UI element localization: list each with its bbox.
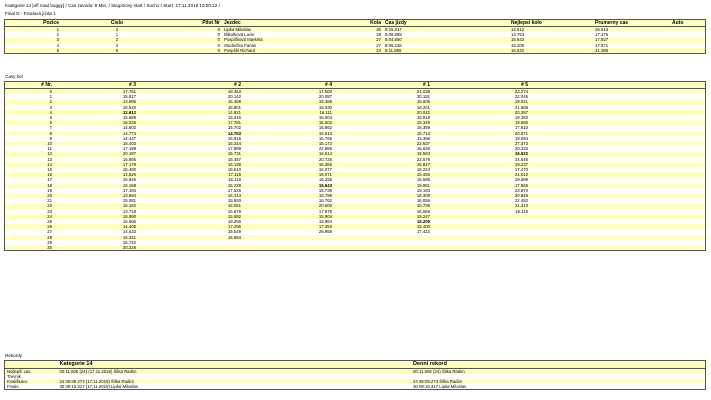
car-5-time: 19.094 — [432, 136, 530, 141]
car-5-time: 20.671 — [432, 131, 530, 136]
car-2-time: 15.316 — [138, 115, 243, 120]
lap-nr-cell: 15 — [5, 167, 54, 172]
lap-nr-cell: 14 — [5, 162, 54, 167]
car-3-time: 15.341 — [54, 235, 138, 240]
car-1-time: 16.369 — [334, 125, 432, 130]
jezdec-cell: Pospíšilová Markéta — [222, 37, 341, 42]
cas-jizdy-cell: 8:11.855 — [383, 48, 509, 53]
col-nejlepsi-kolo: Nejlepsi kolo — [509, 20, 593, 27]
car-5-time: 20.334 — [432, 146, 530, 151]
pilot-nr-cell: 0 — [173, 27, 222, 33]
car-4-time: 15.502 — [243, 120, 334, 125]
car-4-time: 16.071 — [243, 172, 334, 177]
record-type-cell: Nejlepší cas — [5, 368, 58, 374]
col-car-4: # 4 — [243, 82, 334, 89]
cas-jizdy-cell: 8:08.885 — [383, 32, 509, 37]
car-4-time: 15.862 — [243, 125, 334, 130]
lap-nr-cell: 16 — [5, 172, 54, 177]
car-3-time: 15.480 — [54, 167, 138, 172]
col-cislo: Cislo — [61, 20, 173, 27]
car-1-time: 15.606 — [334, 99, 432, 104]
col-category-14: Kategorie 14 — [58, 361, 412, 368]
car-1-time: 15.349 — [334, 120, 432, 125]
lap-nr-cell: 2 — [5, 99, 54, 104]
car-1-time: 15.666 — [334, 209, 432, 214]
cas-jizdy-cell: 8:05.236 — [383, 43, 509, 48]
car-4-time: 26.958 — [243, 229, 334, 234]
car-2-time: 15.529 — [138, 229, 243, 234]
lap-nr-cell: 12 — [5, 151, 54, 156]
car-4-time: 16.330 — [243, 105, 334, 110]
kola-cell: 28 — [341, 32, 383, 37]
car-2-time: 17.296 — [138, 224, 243, 229]
lap-nr-cell: 9 — [5, 136, 54, 141]
prumerny-cas-cell: 16.510 — [593, 27, 670, 33]
car-4-time: 16.614 — [243, 151, 334, 156]
lap-nr-cell: 26 — [5, 224, 54, 229]
cislo-cell: 4 — [61, 43, 173, 48]
car-4-time: 15.643 — [243, 183, 334, 188]
car-2-time: 15.593 — [138, 198, 243, 203]
kola-cell: 30 — [341, 27, 383, 33]
car-5-time: 17.610 — [432, 125, 530, 130]
car-3-time: 12.612 — [54, 110, 138, 115]
col-car-5: # 5 — [432, 82, 530, 89]
category-record-cell: 00:11.605 (24) (17.11.2019) Šilka Radim — [58, 368, 412, 374]
car-5-time: 17.470 — [432, 167, 530, 172]
car-2-time: 17.889 — [138, 146, 243, 151]
car-2-time: 16.610 — [138, 167, 243, 172]
lap-nr-cell: 30 — [5, 245, 54, 250]
lap-nr-cell: 27 — [5, 229, 54, 234]
car-3-time: 15.866 — [54, 157, 138, 162]
col-lap-nr: # Nr. — [5, 82, 54, 89]
car-3-time: 14.437 — [54, 136, 138, 141]
car-4-time: 22.885 — [243, 146, 334, 151]
car-2-time: 15.815 — [138, 136, 243, 141]
col-prumerny-cas: Prumerny cas — [593, 20, 670, 27]
car-2-time: 17.781 — [138, 120, 243, 125]
car-2-time: 16.414 — [138, 193, 243, 198]
car-3-time: 14.526 — [54, 172, 138, 177]
lap-nr-cell: 18 — [5, 183, 54, 188]
car-3-time: 14.633 — [54, 229, 138, 234]
car-1-time: 15.705 — [334, 203, 432, 208]
car-1-time — [334, 245, 432, 250]
kola-cell: 27 — [341, 37, 383, 42]
car-3-time: 16.158 — [54, 183, 138, 188]
cislo-cell: 5 — [61, 48, 173, 53]
car-1-time: 22.637 — [334, 141, 432, 146]
car-4-time: 16.255 — [243, 177, 334, 182]
lap-nr-cell: 1 — [5, 94, 54, 99]
jezdec-cell: Lipka Miloslav — [222, 27, 341, 33]
car-3-time: 14.602 — [54, 125, 138, 130]
car-5-time: 19.686 — [432, 120, 530, 125]
car-1-time: 16.056 — [334, 198, 432, 203]
car-3-time: 20.228 — [54, 245, 138, 250]
lap-nr-cell: 13 — [5, 157, 54, 162]
car-3-time: 15.688 — [54, 115, 138, 120]
car-2-time: 15.731 — [138, 151, 243, 156]
car-4-time: 17.500 — [243, 89, 334, 95]
car-2-time: 16.978 — [138, 209, 243, 214]
car-5-time: 19.115 — [432, 209, 530, 214]
car-4-time: 17.353 — [243, 224, 334, 229]
car-4-time — [243, 245, 334, 250]
pozice-cell: 2 — [5, 32, 61, 37]
car-4-time: 16.111 — [243, 110, 334, 115]
col-jezdec: Jezdec — [222, 20, 341, 27]
car-1-time: 16.224 — [334, 167, 432, 172]
cas-jizdy-cell: 8:15.317 — [383, 27, 509, 33]
record-type-cell: Finale — [5, 384, 58, 389]
car-1-time: 15.366 — [334, 136, 432, 141]
car-3-time: 16.990 — [54, 214, 138, 219]
col-record-type — [5, 361, 58, 368]
pozice-cell: 3 — [5, 37, 61, 42]
car-1-time: 30.181 — [334, 94, 432, 99]
pozice-cell: 5 — [5, 48, 61, 53]
car-4-time: 16.762 — [243, 198, 334, 203]
car-2-time: 18.463 — [138, 89, 243, 95]
lap-nr-cell: 28 — [5, 235, 54, 240]
car-4-time: 16.077 — [243, 167, 334, 172]
car-4-time: 15.766 — [243, 136, 334, 141]
kola-cell: 27 — [341, 43, 383, 48]
col-car-2: # 2 — [138, 82, 243, 89]
records-section-title: Rekordy — [5, 353, 23, 358]
car-2-time: 15.459 — [138, 99, 243, 104]
nejlepsi-kolo-cell: 15.643 — [509, 37, 593, 42]
category-record-cell: 30 08:15.317 (17.11.2019) Lipka Miloslav — [58, 384, 412, 389]
car-3-time: 16.742 — [54, 240, 138, 245]
nejlepsi-kolo-cell: 14.753 — [509, 32, 593, 37]
car-2-time: 15.457 — [138, 157, 243, 162]
daily-record-cell: 00:11.605 (24) Šilka Radim — [411, 368, 705, 374]
car-3-time: 17.184 — [54, 188, 138, 193]
jezdec-cell: Pospíšil Richard — [222, 48, 341, 53]
car-3-time: 15.817 — [54, 94, 138, 99]
col-daily-record: Denni rekord — [411, 361, 705, 368]
car-3-time: 15.081 — [54, 198, 138, 203]
car-2-time: 20.142 — [138, 94, 243, 99]
car-3-time: 17.199 — [54, 146, 138, 151]
car-2-time: 15.592 — [138, 214, 243, 219]
records-table — [4, 360, 706, 390]
final-label: Final D - Finalová jízda 1 — [5, 11, 56, 16]
car-4-time: 15.796 — [243, 193, 334, 198]
col-pozice: Pozice — [5, 20, 61, 27]
category-record-cell: 24 05:09.273 (17.11.2019) Šilka Radim — [58, 379, 412, 384]
lap-nr-cell: 10 — [5, 141, 54, 146]
laps-section-title: Casy kol — [5, 74, 23, 79]
car-5-time: 19.237 — [432, 162, 530, 167]
car-2-time: 16.051 — [138, 203, 243, 208]
nejlepsi-kolo-cell: 15.205 — [509, 43, 593, 48]
car-5-time: 21.010 — [432, 172, 530, 177]
car-5-time: 19.283 — [432, 115, 530, 120]
pozice-cell: 1 — [5, 27, 61, 33]
pozice-cell: 4 — [5, 43, 61, 48]
col-cas-jizdy: Cas jizdy — [383, 20, 509, 27]
car-5-time: 16.622 — [432, 151, 530, 156]
lap-nr-cell: 5 — [5, 115, 54, 120]
car-2-time: 17.525 — [138, 188, 243, 193]
lap-nr-cell: 17 — [5, 177, 54, 182]
car-2-time: 16.801 — [138, 105, 243, 110]
car-1-time: 15.563 — [334, 151, 432, 156]
lap-nr-cell: 6 — [5, 120, 54, 125]
kola-cell: 23 — [341, 48, 383, 53]
car-3-time: 14.405 — [54, 224, 138, 229]
col-auto: Auto — [670, 20, 705, 27]
pilot-nr-cell: 0 — [173, 43, 222, 48]
car-3-time: 13.684 — [54, 193, 138, 198]
race-header-title: Kategorie 14 [off road buggy] / Cas zavodu: 8 Min. / Skupinovy start / Sucho / Start: 17.11.2019 10:00:22 / — [5, 3, 220, 8]
auto-cell — [670, 48, 705, 53]
lap-nr-cell: 25 — [5, 219, 54, 224]
car-1-time: 15.205 — [334, 219, 432, 224]
records-header-row — [5, 361, 705, 368]
car-1-time: 18.193 — [334, 188, 432, 193]
record-type-cell: Trevnik — [5, 374, 58, 379]
car-3-time: 20.197 — [54, 151, 138, 156]
car-2-time: 16.344 — [138, 141, 243, 146]
car-2-time: 16.119 — [138, 177, 243, 182]
lap-nr-cell: 11 — [5, 146, 54, 151]
car-1-time: 22.579 — [334, 157, 432, 162]
spacer-cell — [530, 245, 705, 250]
car-1-time: 16.400 — [334, 224, 432, 229]
car-5-time: 17.565 — [432, 183, 530, 188]
cas-jizdy-cell: 8:04.650 — [383, 37, 509, 42]
car-5-time: 19.021 — [432, 99, 530, 104]
car-5-time: 27.373 — [432, 141, 530, 146]
final-row — [5, 48, 705, 53]
car-5-time: 19.689 — [432, 177, 530, 182]
lap-nr-cell: 21 — [5, 198, 54, 203]
pilot-nr-cell: 0 — [173, 48, 222, 53]
lap-nr-cell: 24 — [5, 214, 54, 219]
daily-record-cell: 30 08:15.317 Lipka Miloslav — [411, 384, 705, 389]
car-2-time: 14.821 — [138, 110, 243, 115]
car-2-time: 16.139 — [138, 162, 243, 167]
car-2-time: 16.229 — [138, 183, 243, 188]
car-3-time: 17.179 — [54, 162, 138, 167]
lap-nr-cell: 3 — [5, 105, 54, 110]
car-5-time: 23.870 — [432, 188, 530, 193]
lap-row — [5, 245, 705, 250]
lap-nr-cell: 29 — [5, 240, 54, 245]
car-3-time: 13.718 — [54, 209, 138, 214]
car-3-time: 15.620 — [54, 105, 138, 110]
car-5-time: 20.846 — [432, 193, 530, 198]
car-1-time: 15.585 — [334, 177, 432, 182]
car-5-time — [432, 245, 530, 250]
cislo-cell: 2 — [61, 37, 173, 42]
car-4-time: 15.613 — [243, 131, 334, 136]
nejlepsi-kolo-cell: 16.622 — [509, 48, 593, 53]
pilot-nr-cell: 0 — [173, 32, 222, 37]
record-type-cell: Kvalifikace — [5, 379, 58, 384]
car-4-time: 17.878 — [243, 209, 334, 214]
car-4-time: 15.736 — [243, 188, 334, 193]
jezdec-cell: Mikulková Lucie — [222, 32, 341, 37]
car-4-time: 15.904 — [243, 214, 334, 219]
car-2-time: 14.753 — [138, 131, 243, 136]
car-1-time: 15.847 — [334, 162, 432, 167]
col-kola: Kola — [341, 20, 383, 27]
cislo-cell: 3 — [61, 27, 173, 33]
prumerny-cas-cell: 21.385 — [593, 48, 670, 53]
car-1-time: 17.422 — [334, 229, 432, 234]
car-4-time: 15.864 — [243, 219, 334, 224]
car-2-time — [138, 245, 243, 250]
car-5-time: 21.413 — [432, 203, 530, 208]
car-1-time: 15.466 — [334, 172, 432, 177]
car-5-time: 22.482 — [432, 198, 530, 203]
car-4-time: 15.173 — [243, 141, 334, 146]
car-2-time: 15.702 — [138, 125, 243, 130]
lap-times-table — [4, 81, 706, 251]
car-1-time: 15.918 — [334, 115, 432, 120]
prumerny-cas-cell: 17.927 — [593, 37, 670, 42]
car-4-time: 20.726 — [243, 157, 334, 162]
car-2-time: 16.256 — [138, 219, 243, 224]
car-4-time: 20.087 — [243, 94, 334, 99]
car-3-time: 13.586 — [54, 99, 138, 104]
car-1-time: 16.201 — [334, 105, 432, 110]
car-4-time: 16.004 — [243, 115, 334, 120]
final-results-table — [4, 19, 706, 54]
lap-nr-cell: 7 — [5, 125, 54, 130]
nejlepsi-kolo-cell: 12.612 — [509, 27, 593, 33]
prumerny-cas-cell: 17.376 — [593, 32, 670, 37]
car-3-time: 14.774 — [54, 131, 138, 136]
car-4-time: 15.365 — [243, 99, 334, 104]
lap-nr-cell: 4 — [5, 110, 54, 115]
car-1-time: 15.309 — [334, 193, 432, 198]
cislo-cell: 1 — [61, 32, 173, 37]
car-3-time: 17.761 — [54, 89, 138, 95]
car-3-time: 15.026 — [54, 120, 138, 125]
lap-nr-cell: 23 — [5, 209, 54, 214]
car-1-time: 15.626 — [334, 146, 432, 151]
jezdec-cell: Studnička Fanan — [222, 43, 341, 48]
lap-nr-cell: 19 — [5, 188, 54, 193]
daily-record-cell: 24 05:09.273 Šilka Radim — [411, 379, 705, 384]
col-car-3: # 3 — [54, 82, 138, 89]
prumerny-cas-cell: 17.971 — [593, 43, 670, 48]
lap-nr-cell: 22 — [5, 203, 54, 208]
car-1-time: 15.951 — [334, 183, 432, 188]
car-5-time: 23.274 — [432, 89, 530, 95]
record-row — [5, 384, 705, 389]
col-car-1: # 1 — [334, 82, 432, 89]
car-4-time: 20.600 — [243, 203, 334, 208]
col-pilot-nr: Pilot Nr — [173, 20, 222, 27]
lap-nr-cell: 20 — [5, 193, 54, 198]
car-1-time: 21.039 — [334, 89, 432, 95]
car-2-time: 17.115 — [138, 172, 243, 177]
car-5-time: 24.546 — [432, 157, 530, 162]
pilot-nr-cell: 0 — [173, 37, 222, 42]
car-1-time: 15.713 — [334, 131, 432, 136]
car-5-time: 21.668 — [432, 105, 530, 110]
lap-nr-cell: 0 — [5, 89, 54, 95]
car-1-time: 15.247 — [334, 214, 432, 219]
car-3-time: 15.666 — [54, 219, 138, 224]
car-2-time: 15.994 — [138, 235, 243, 240]
lap-nr-cell: 8 — [5, 131, 54, 136]
car-1-time: 20.042 — [334, 110, 432, 115]
car-5-time: 20.387 — [432, 110, 530, 115]
car-3-time: 16.403 — [54, 141, 138, 146]
car-4-time: 16.366 — [243, 162, 334, 167]
car-3-time: 15.162 — [54, 203, 138, 208]
car-3-time: 15.946 — [54, 177, 138, 182]
car-5-time: 22.046 — [432, 94, 530, 99]
